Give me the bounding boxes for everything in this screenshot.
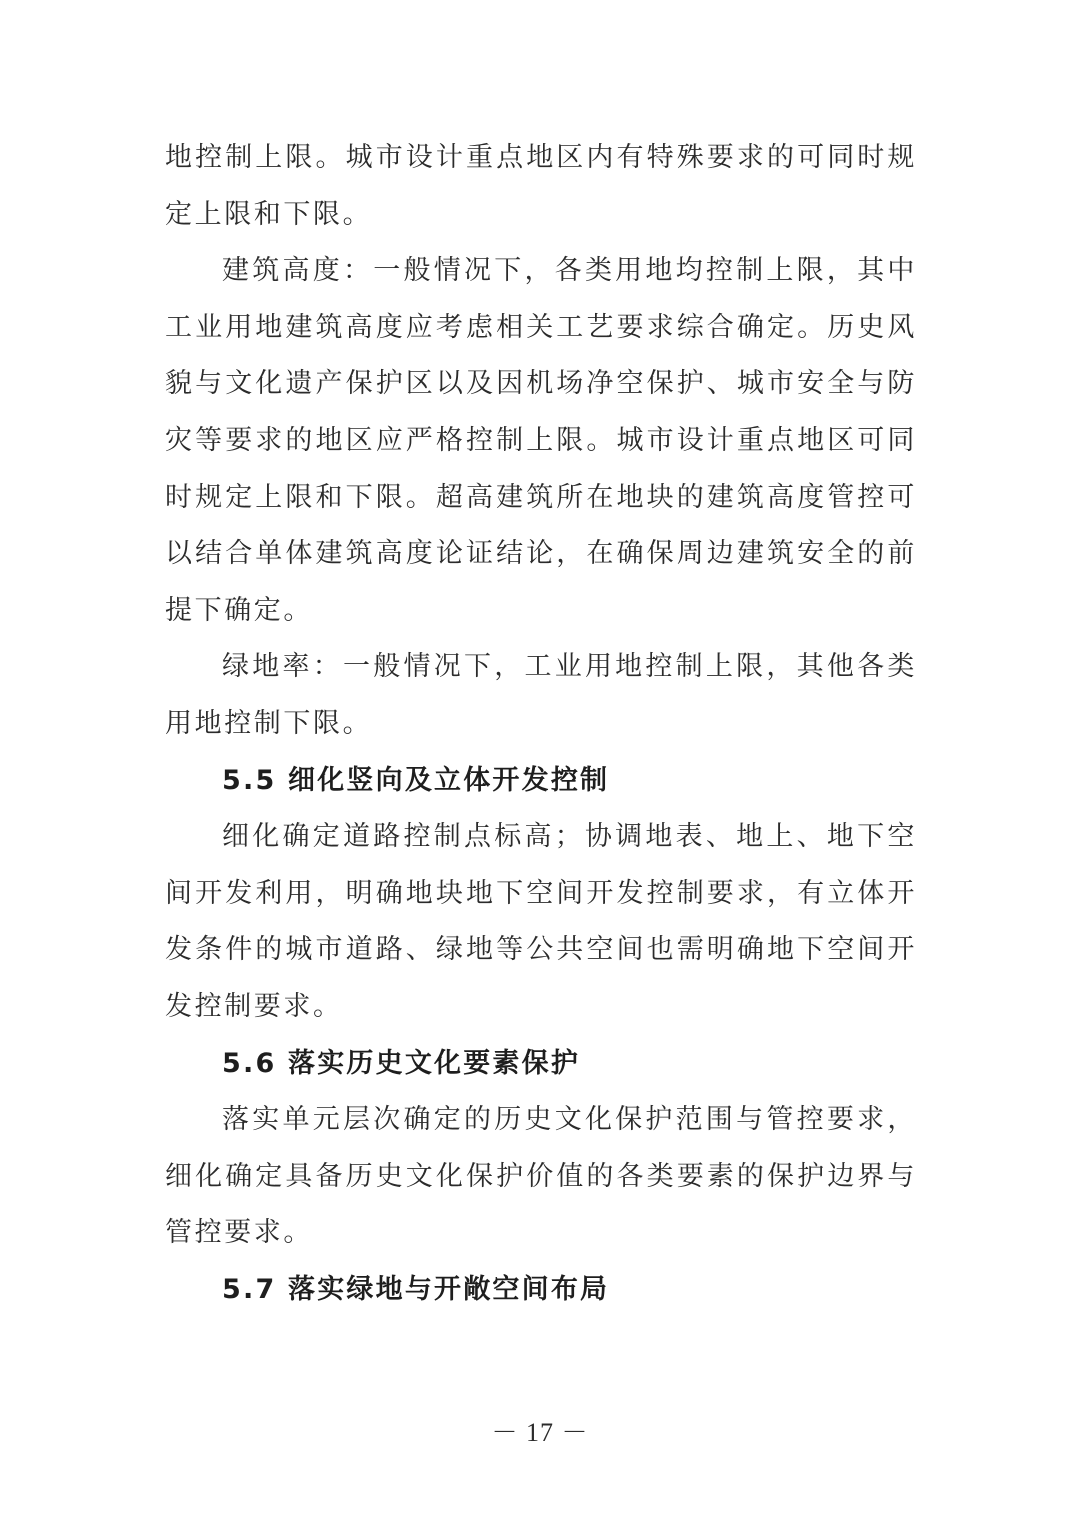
document-body — [165, 130, 917, 1318]
paragraph-green-ratio: 绿地率：一般情况下，工业用地控制上限，其他各类用地控制下限。 — [165, 651, 917, 739]
section-heading-5-6: 5.6 落实历史文化要素保护 — [222, 1047, 581, 1079]
page-number: － 17 － — [491, 1418, 589, 1447]
section-heading-5-7: 5.7 落实绿地与开敞空间布局 — [222, 1273, 610, 1305]
paragraph-plot-ratio-end: 地控制上限。城市设计重点地区内有特殊要求的可同时规定上限和下限。 — [165, 142, 917, 230]
paragraph-historic-protection: 落实单元层次确定的历史文化保护范围与管控要求，细化确定具备历史文化保护价值的各类要素的保护边界与管控要求。 — [165, 1104, 917, 1249]
paragraph-vertical-development: 细化确定道路控制点标高；协调地表、地上、地下空间开发利用，明确地块地下空间开发控制要求，有立体开发条件的城市道路、绿地等公共空间也需明确地下空间开发控制要求。 — [165, 821, 917, 1022]
section-heading-5-5: 5.5 细化竖向及立体开发控制 — [222, 764, 610, 796]
paragraph-building-height: 建筑高度：一般情况下，各类用地均控制上限，其中工业用地建筑高度应考虑相关工艺要求综合确定。历史风貌与文化遗产保护区以及因机场净空保护、城市安全与防灾等要求的地区应严格控制上限。城市设计重点地区可同时规定上限和下限。超高建筑所在地块的建筑高度管控可以结合单体建筑高度论证结论，在确保周边建筑安全的前提下确定。 — [165, 255, 917, 626]
